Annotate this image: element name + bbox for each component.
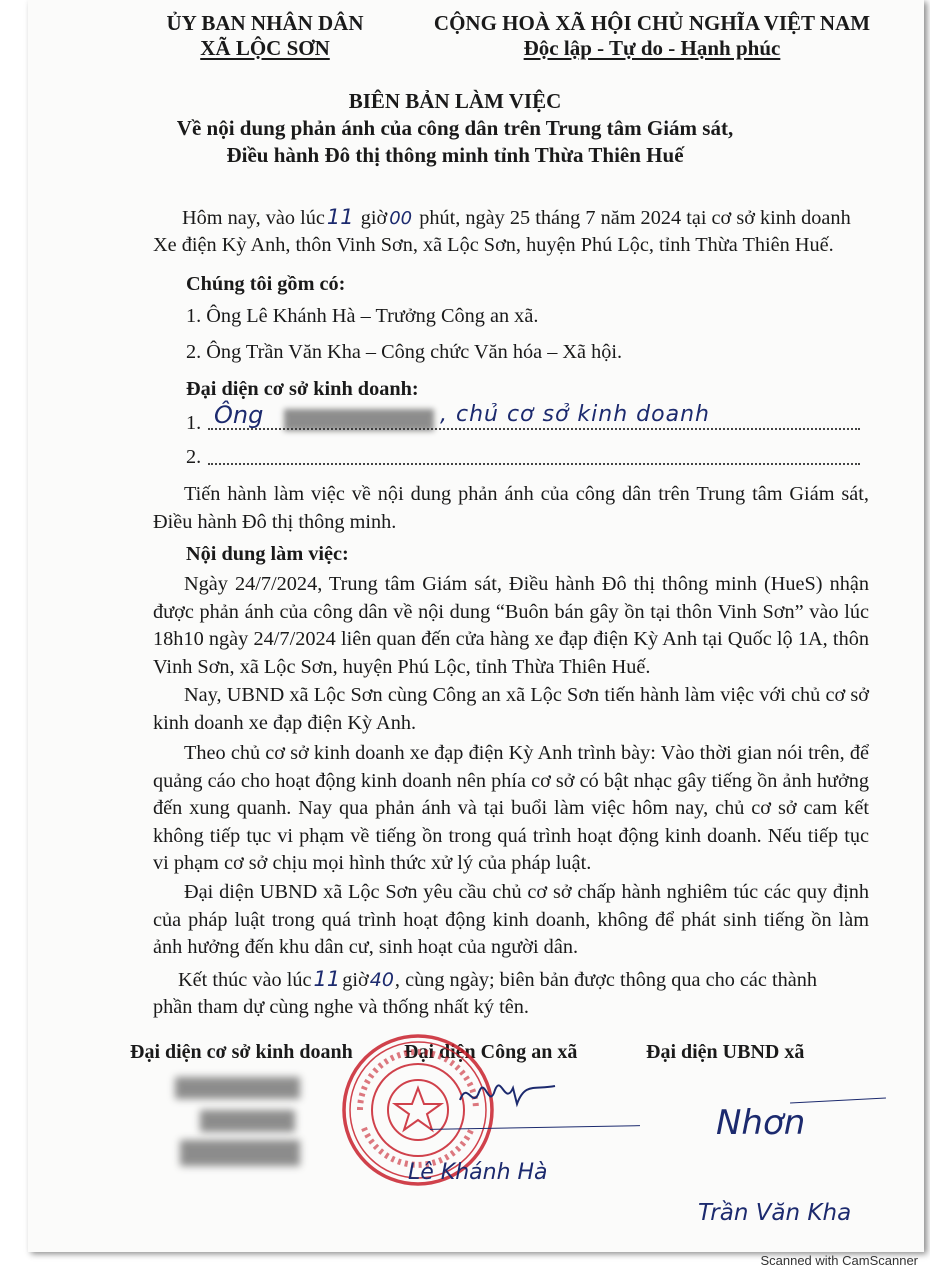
hw-hour: 11 (326, 205, 354, 229)
police-signature-icon (455, 1070, 565, 1120)
country-name: CỘNG HOÀ XÃ HỘI CHỦ NGHĨA VIỆT NAM (433, 11, 871, 35)
members-heading: Chúng tôi gồm có: (186, 273, 346, 295)
hw-end-hour: 11 (313, 967, 341, 991)
proceed-paragraph: Tiến hành làm việc về nội dung phản ánh của công dân trên Trung tâm Giám sát, Điều hành Đô thị thông minh. (153, 483, 869, 533)
scanner-watermark: Scanned with CamScanner (760, 1253, 918, 1268)
intro-line-1: Hôm nay, vào lúc11 giờ 00 phút, ngày 25 tháng 7 năm 2024 tại cơ sở kinh doanh (182, 205, 851, 229)
hw-end-minute: 40 (369, 969, 394, 991)
content-paragraph-3: Theo chủ cơ sở kinh doanh xe đạp điện Kỳ Anh trình bày: Vào thời gian nói trên, để quảng cáo cho hoạt động kinh doanh nên phía cơ sở có bật nhạc gây tiếng ồn ảnh hưởng đến xung quanh. Nay qua phản ánh và tại buổi làm việc hôm nay, chủ cơ sở cam kết không tiếp tục vi phạm về tiếng ồn trong quá trình hoạt động kinh doanh. Nếu tiếp tục vi phạm cơ sở chịu mọi hình thức xử lý của pháp luật. (153, 742, 869, 875)
ubnd-signer-name: Trần Văn Kha (698, 1200, 852, 1226)
redacted-signature-2 (200, 1110, 295, 1132)
sig-label-business: Đại diện cơ sở kinh doanh (130, 1041, 353, 1063)
doc-subtitle-2: Điều hành Đô thị thông minh tỉnh Thừa Thiên Huế (226, 143, 684, 167)
intro-line-2: Xe điện Kỳ Anh, thôn Vinh Sơn, xã Lộc Sơn, huyện Phú Lộc, tỉnh Thừa Thiên Huế. (153, 234, 834, 256)
issuer-line1: ỦY BAN NHÂN DÂN (166, 11, 364, 35)
national-motto-block (424, 11, 880, 61)
police-signer-name: Lê Khánh Hà (408, 1160, 548, 1185)
sig-label-ubnd: Đại diện UBND xã (646, 1041, 805, 1063)
member-item-2: 2. Ông Trần Văn Kha – Công chức Văn hóa – Xã hội. (186, 341, 623, 363)
content-paragraph-2: Nay, UBND xã Lộc Sơn cùng Công an xã Lộc Sơn tiến hành làm việc với chủ cơ sở kinh doanh xe đạp điện Kỳ Anh. (153, 684, 869, 734)
content-heading: Nội dung làm việc: (186, 543, 349, 565)
redacted-owner-name (284, 409, 434, 431)
business-rep-heading: Đại diện cơ sở kinh doanh: (186, 378, 419, 400)
content-paragraph-4: Đại diện UBND xã Lộc Sơn yêu cầu chủ cơ sở chấp hành nghiêm túc các quy định của pháp luật trong quá trình hoạt động kinh doanh, không để phát sinh tiếng ồn làm ảnh hưởng đến khu dân cư, sinh hoạt của người dân. (153, 881, 869, 959)
redacted-signature-1 (175, 1077, 300, 1099)
hw-minute: 00 (389, 208, 413, 229)
sig-label-police: Đại diện Công an xã (404, 1041, 578, 1063)
ubnd-signature: Nhơn (716, 1103, 806, 1143)
issuer-line2: XÃ LỘC SƠN (200, 36, 330, 60)
doc-title: BIÊN BẢN LÀM VIỆC (348, 89, 562, 113)
hw-owner-role: , chủ cơ sở kinh doanh (440, 402, 710, 427)
hw-owner-title: Ông (214, 401, 264, 429)
business-rep-row-1-num: 1. (186, 412, 202, 434)
content-paragraph-1: Ngày 24/7/2024, Trung tâm Giám sát, Điều hành Đô thị thông minh (HueS) nhận được phản ánh của công dân về nội dung “Buôn bán gây ồn tại thôn Vinh Sơn” vào lúc 18h10 ngày 24/7/2024 liên quan đến cửa hàng xe đạp điện Kỳ Anh tại Quốc lộ 1A, thôn Vinh Sơn, xã Lộc Sơn, huyện Phú Lộc, tỉnh Thừa Thiên Huế. (153, 573, 869, 678)
motto: Độc lập - Tự do - Hạnh phúc (523, 36, 781, 60)
issuer-block (130, 11, 400, 61)
closing-line-1: Kết thúc vào lúc11giờ40, cùng ngày; biên bản được thông qua cho các thành (178, 967, 818, 991)
closing-line-2: phần tham dự cùng nghe và thống nhất ký tên. (153, 996, 529, 1018)
doc-subtitle-1: Về nội dung phản ánh của công dân trên Trung tâm Giám sát, (176, 116, 734, 140)
redacted-signature-3 (180, 1140, 300, 1166)
dotted-line-2 (208, 463, 860, 465)
business-rep-row-2-num: 2. (186, 446, 202, 468)
member-item-1: 1. Ông Lê Khánh Hà – Trưởng Công an xã. (186, 305, 539, 327)
